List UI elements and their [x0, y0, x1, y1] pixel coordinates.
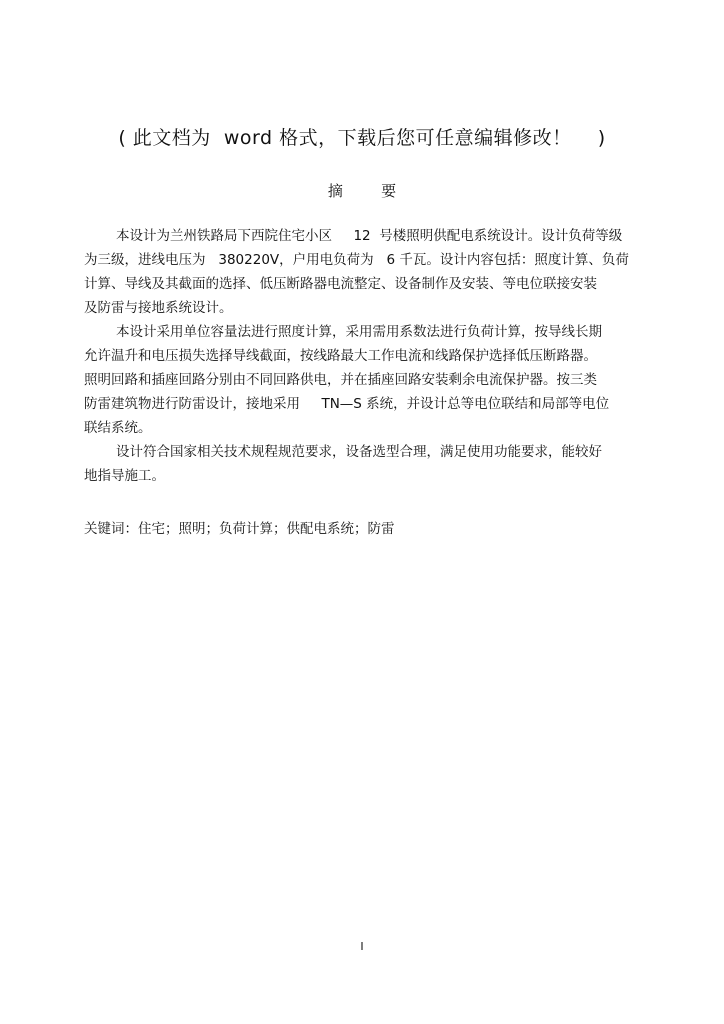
keywords-line: 关键词：住宅；照明；负荷计算；供配电系统；防雷	[84, 521, 395, 537]
paragraph-3-line-1: 设计符合国家相关技术规程规范要求，设备选型合理，满足使用功能要求，能较好	[116, 444, 602, 460]
page-number: I	[360, 940, 364, 953]
edit-note: ( 此文档为 word 格式，下载后您可任意编辑修改！ )	[118, 127, 606, 149]
paragraph-3-line-2: 地指导施工。	[84, 468, 165, 484]
paragraph-2-line-1: 本设计采用单位容量法进行照度计算，采用需用系数法进行负荷计算，按导线长期	[116, 324, 602, 340]
paragraph-2-line-5: 联结系统。	[84, 420, 152, 436]
paragraph-1-line-4: 及防雷与接地系统设计。	[84, 300, 233, 316]
paragraph-1-line-2: 为三级，进线电压为 380220V，户用电负荷为 6 千瓦。设计内容包括：照度计算、负荷	[84, 252, 629, 268]
paragraph-2-line-3: 照明回路和插座回路分别由不同回路供电，并在插座回路安装剩余电流保护器。按三类	[84, 372, 597, 388]
paragraph-1-line-1: 本设计为兰州铁路局下西院住宅小区 12 号楼照明供配电系统设计。设计负荷等级	[116, 228, 623, 244]
abstract-body	[84, 224, 634, 488]
paragraph-2-line-2: 允许温升和电压损失选择导线截面，按线路最大工作电流和线路保护选择低压断路器。	[84, 348, 597, 364]
paragraph-2-line-4: 防雷建筑物进行防雷设计，接地采用 TN—S 系统，并设计总等电位联结和局部等电位	[84, 396, 610, 412]
abstract-title: 摘 要	[327, 182, 397, 200]
paragraph-1-line-3: 计算、导线及其截面的选择、低压断路器电流整定、设备制作及安装、等电位联接安装	[84, 276, 597, 292]
